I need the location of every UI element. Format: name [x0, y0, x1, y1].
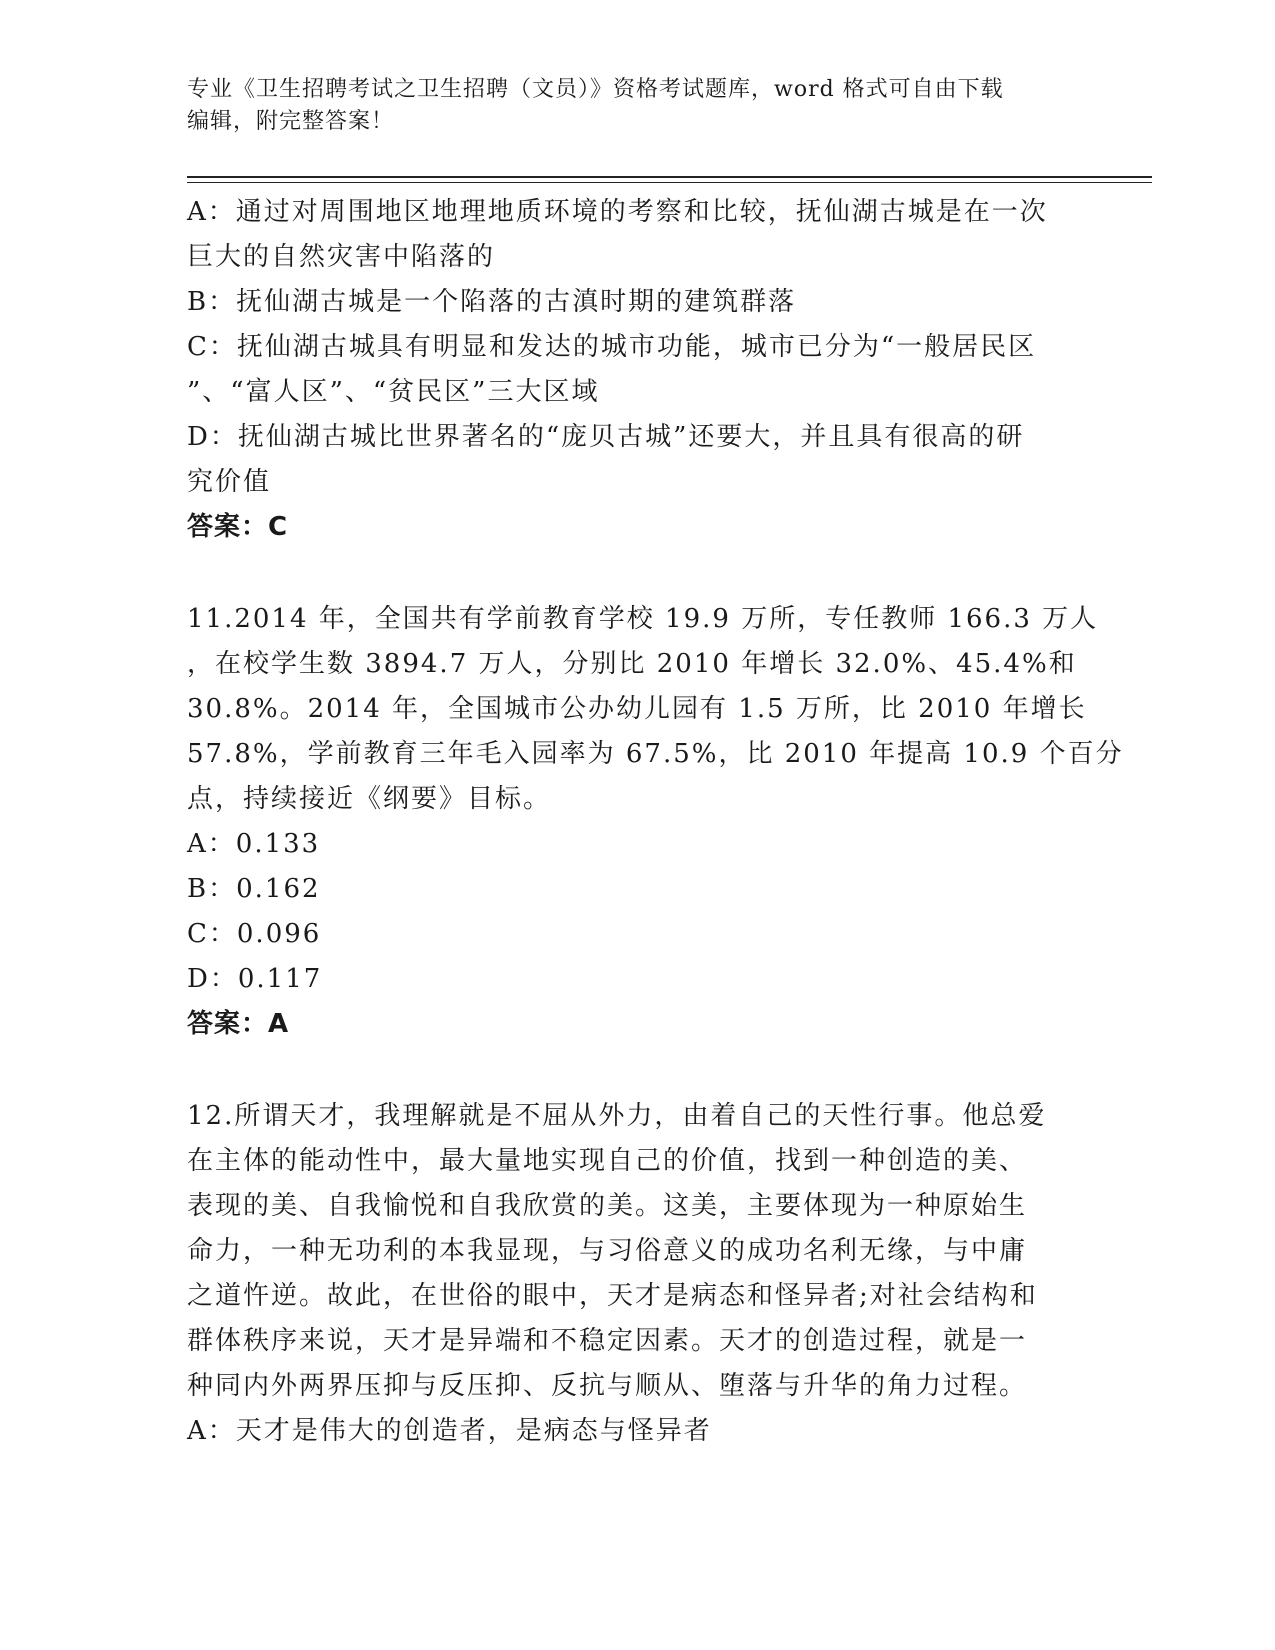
- stem-line: ，在校学生数 3894.7 万人，分别比 2010 年增长 32.0%、45.4%和: [187, 649, 1077, 679]
- header-line: 专业《卫生招聘考试之卫生招聘（文员）》资格考试题库，word 格式可自由下载: [187, 77, 1004, 102]
- page-header: [187, 74, 1067, 138]
- question-11-stem: [187, 597, 1124, 822]
- stem-line: 12.所谓天才，我理解就是不屈从外力，由着自己的天性行事。他总爱: [187, 1101, 1047, 1131]
- stem-line: 命力，一种无功利的本我显现，与习俗意义的成功名利无缘，与中庸: [187, 1236, 1028, 1266]
- spacer: [187, 550, 1087, 597]
- stem-line: 群体秩序来说，天才是异端和不稳定因素。天才的创造过程，就是一: [187, 1326, 1028, 1356]
- stem-line: 之道忤逆。故此，在世俗的眼中，天才是病态和怪异者;对社会结构和: [187, 1281, 1038, 1311]
- spacer: [187, 1047, 1087, 1094]
- stem-line: 点，持续接近《纲要》目标。: [187, 784, 552, 814]
- question-11-options: [187, 822, 1087, 1002]
- option-a: A：天才是伟大的创造者，是病态与怪异者: [187, 1416, 712, 1446]
- option-c: C：0.096: [187, 919, 322, 949]
- option-line: 巨大的自然灾害中陷落的: [187, 242, 496, 272]
- header-rule-thin: [187, 182, 1152, 183]
- question-12-options: [187, 1409, 1087, 1454]
- stem-line: 种同内外两界压抑与反压抑、反抗与顺从、堕落与升华的角力过程。: [187, 1371, 1028, 1401]
- stem-line: 11.2014 年，全国共有学前教育学校 19.9 万所，专任教师 166.3 万人: [187, 604, 1099, 634]
- option-d: D：0.117: [187, 964, 323, 994]
- stem-line: 表现的美、自我愉悦和自我欣赏的美。这美，主要体现为一种原始生: [187, 1191, 1028, 1221]
- option-line: 究价值: [187, 467, 272, 497]
- stem-line: 30.8%。2014 年，全国城市公办幼儿园有 1.5 万所，比 2010 年增长: [187, 694, 1087, 724]
- question-10-answer: 答案：C: [187, 512, 289, 542]
- option-line: D：抚仙湖古城比世界著名的“庞贝古城”还要大，并且具有很高的研: [187, 422, 1025, 452]
- option-line: B：抚仙湖古城是一个陷落的古滇时期的建筑群落: [187, 287, 797, 317]
- header-line: 编辑，附完整答案！: [187, 109, 395, 134]
- stem-line: 在主体的能动性中，最大量地实现自己的价值，找到一种创造的美、: [187, 1146, 1028, 1176]
- question-content: [187, 190, 1124, 1454]
- question-11-answer: 答案：A: [187, 1009, 290, 1039]
- option-line: ”、“富人区”、“贫民区”三大区域: [187, 377, 600, 407]
- stem-line: 57.8%，学前教育三年毛入园率为 67.5%，比 2010 年提高 10.9 个百分: [187, 739, 1124, 769]
- header-rule-thick: [187, 176, 1152, 178]
- option-line: A：通过对周围地区地理地质环境的考察和比较，抚仙湖古城是在一次: [187, 197, 1048, 227]
- option-b: B：0.162: [187, 874, 321, 904]
- option-a: A：0.133: [187, 829, 321, 859]
- option-line: C：抚仙湖古城具有明显和发达的城市功能，城市已分为“一般居民区: [187, 332, 1037, 362]
- question-10-options: [187, 190, 1087, 505]
- question-12-stem: [187, 1094, 1087, 1409]
